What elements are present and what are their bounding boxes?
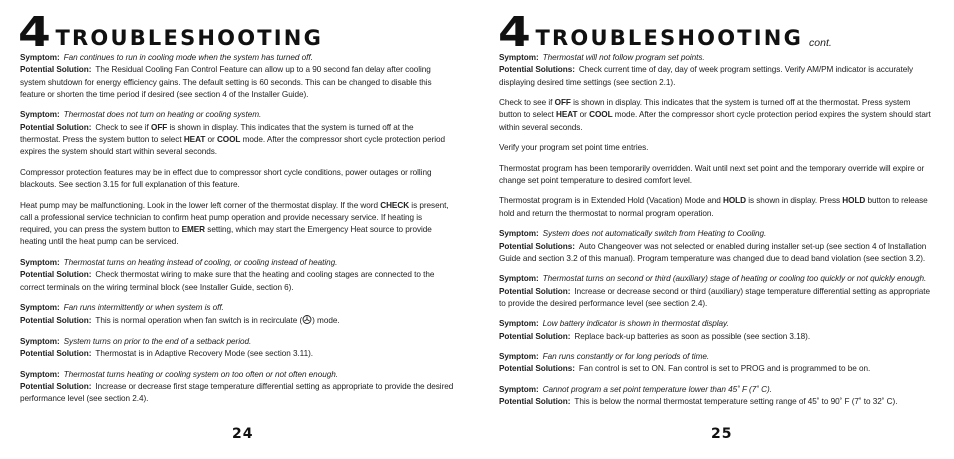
solution-label: Potential Solution:	[499, 397, 571, 407]
body-text: Thermostat program is in Extended Hold (Vacation) Mode and	[499, 196, 723, 206]
entry	[20, 257, 456, 294]
body-text: is shown in display. This indicates that the system is turned off at the thermostat. Press system button to select	[499, 98, 911, 120]
cool-keyword: COOL	[589, 110, 613, 120]
body-text: or	[577, 110, 590, 120]
symptom-text: Cannot program a set point temperature lower than 45˚ F (7˚ C).	[542, 384, 772, 394]
body-text: mode. After the compressor short cycle protection period expires the system should start within several seconds.	[499, 110, 931, 132]
body-text: setting, which may start the Emergency Heat source to provide heating until the heat pump can be serviced.	[20, 225, 432, 247]
solution-label: Potential Solutions:	[499, 364, 575, 374]
emer-keyword: EMER	[181, 225, 206, 235]
solution-text: Auto Changeover was not selected or enabled during installer set-up (see section 4 of Installation Guide and section 3.2 of this manual). Program temperature was changed due to dead band violation (see section 3.2).	[499, 241, 927, 263]
off-keyword: OFF	[554, 98, 571, 108]
page-number: 25	[711, 426, 733, 442]
solution-label: Potential Solutions:	[499, 65, 575, 75]
solution-label: Potential Solutions:	[499, 241, 575, 251]
symptom-text: Thermostat turns on second or third (auxiliary) stage of heating or cooling too quickly or not quickly enough.	[542, 274, 927, 284]
body-text: Check to see if	[499, 98, 555, 108]
symptom-text: Thermostat turns heating or cooling system on too often or not often enough.	[63, 369, 338, 379]
entry	[20, 109, 456, 158]
paragraph	[20, 200, 456, 249]
hold-keyword: HOLD	[842, 196, 866, 206]
continued-label: cont.	[809, 37, 832, 49]
check-keyword: CHECK	[380, 200, 410, 210]
symptom-label: Symptom:	[499, 53, 539, 62]
chapter-title: TROUBLESHOOTING	[535, 26, 804, 50]
symptom-label: Symptom:	[499, 319, 539, 329]
symptom-label: Symptom:	[20, 302, 60, 312]
paragraph	[499, 195, 935, 220]
solution-text: The Residual Cooling Fan Control Feature can allow up to a 90 second fan delay after cooling system shutdown for energy efficiency gains. The default setting is 60 seconds. This can be changed to disable this feature or shorten the time period if desired (see section 4 of the Installer Guide).	[20, 65, 432, 99]
solution-text: Check to see if	[95, 122, 152, 132]
symptom-label: Symptom:	[20, 369, 60, 379]
paragraph	[499, 97, 935, 134]
symptom-text: Low battery indicator is shown in thermostat display.	[542, 319, 729, 329]
entry	[499, 384, 935, 409]
solution-label: Potential Solution:	[20, 65, 92, 75]
chapter-number: 4	[498, 8, 530, 56]
symptom-text: Thermostat turns on heating instead of cooling, or cooling instead of heating.	[63, 257, 338, 267]
entry	[20, 52, 456, 101]
body-paragraph: Thermostat program has been temporarily overridden. Wait until next set point and the temporary override will expire or change set point temperature to desired comfort level.	[499, 163, 925, 185]
solution-label: Potential Solution:	[20, 349, 92, 359]
solution-text: Replace back-up batteries as soon as possible (see section 3.18).	[574, 331, 811, 341]
entry	[499, 273, 935, 310]
page-heading	[18, 8, 324, 56]
paragraph	[20, 167, 456, 192]
page-number: 24	[232, 426, 254, 442]
cool-keyword: COOL	[216, 134, 241, 144]
body-text: button to release hold and return the thermostat to normal program operation.	[499, 196, 928, 218]
chapter-number: 4	[18, 8, 50, 56]
heat-keyword: HEAT	[555, 110, 578, 120]
body-paragraph: Compressor protection features may be in effect due to compressor short cycle conditions, power outages or rolling blackouts. See section 3.15 for full explanation of this feature.	[20, 167, 432, 190]
solution-text: Fan control is set to ON. Fan control is set to PROG and is programmed to be on.	[578, 364, 871, 374]
body-paragraph: Verify your program set point time entries.	[499, 143, 649, 153]
solution-text: Check current time of day, day of week program settings. Verify AM/PM indicator is accurately displaying desired time settings (see section 2.1).	[499, 65, 914, 87]
solution-text: Increase or decrease second or third (auxiliary) stage temperature differential setting as appropriate to provide the desired performance level (see section 2.4).	[499, 286, 931, 308]
symptom-label: Symptom:	[499, 352, 539, 362]
solution-label: Potential Solution:	[20, 270, 92, 280]
entry	[20, 302, 456, 328]
troubleshooting-list	[20, 52, 456, 414]
solution-label: Potential Solution:	[499, 286, 571, 296]
body-text: Heat pump may be malfunctioning. Look in the lower left corner of the thermostat display. If the word	[20, 200, 381, 210]
solution-label: Potential Solution:	[20, 122, 92, 132]
symptom-label: Symptom:	[499, 229, 539, 239]
paragraph	[499, 142, 935, 154]
symptom-text: Thermostat does not turn on heating or cooling system.	[63, 110, 262, 120]
page-heading	[498, 8, 832, 56]
solution-text: Check thermostat wiring to make sure that the heating and cooling stages are connected to the correct terminals on the wiring terminal block (see Installer Guide, section 6).	[20, 270, 435, 292]
entry	[499, 228, 935, 265]
hold-keyword: HOLD	[723, 196, 746, 206]
solution-text: mode. After the compressor short cycle protection period expires the system should start within several seconds.	[20, 134, 446, 157]
entry	[20, 336, 456, 361]
paragraph	[499, 163, 935, 188]
solution-label: Potential Solution:	[20, 381, 92, 391]
symptom-text: System turns on prior to the end of a setback period.	[63, 336, 252, 346]
symptom-label: Symptom:	[20, 336, 60, 346]
symptom-label: Symptom:	[20, 257, 60, 267]
symptom-label: Symptom:	[20, 110, 60, 120]
solution-label: Potential Solution:	[20, 316, 92, 326]
symptom-label: Symptom:	[499, 384, 539, 394]
solution-text: This is normal operation when fan switch is in recirculate (	[95, 316, 303, 326]
body-text: is shown in display. Press	[746, 196, 843, 206]
solution-text: This is below the normal thermostat temperature setting range of 45˚ to 90˚ F (7˚ to 32˚ C).	[574, 397, 898, 407]
entry	[499, 52, 935, 89]
symptom-label: Symptom:	[499, 274, 539, 284]
solution-label: Potential Solution:	[499, 331, 571, 341]
chapter-title: TROUBLESHOOTING	[55, 26, 324, 50]
solution-text: is shown in display. This indicates that the system is turned off at the thermostat. Press the system button to select	[20, 122, 414, 144]
entry	[20, 369, 456, 406]
symptom-text: Fan continues to run in cooling mode when the system has turned off.	[63, 53, 313, 62]
entry	[499, 318, 935, 343]
symptom-label: Symptom:	[20, 53, 60, 62]
solution-text: Thermostat is in Adaptive Recovery Mode (see section 3.11).	[95, 349, 313, 359]
solution-text: or	[205, 134, 217, 144]
symptom-text: System does not automatically switch from Heating to Cooling.	[542, 229, 767, 239]
symptom-text: Thermostat will not follow program set points.	[542, 53, 705, 62]
heat-keyword: HEAT	[183, 134, 206, 144]
symptom-text: Fan runs constantly or for long periods of time.	[542, 352, 710, 362]
body-text: is present, call a professional service technician to confirm heat pump operation and provide necessary service. If heating is required, you can press the system button to	[20, 200, 449, 235]
symptom-text: Fan runs intermittently or when system is off.	[63, 302, 224, 312]
off-keyword: OFF	[151, 122, 168, 132]
entry	[499, 351, 935, 376]
solution-text: ) mode.	[312, 316, 340, 326]
solution-text: Increase or decrease first stage temperature differential setting as appropriate to provide the desired performance level (see section 2.4).	[20, 381, 454, 404]
fan-recirculate-icon	[302, 315, 312, 325]
troubleshooting-list	[499, 52, 935, 417]
right-page	[477, 0, 954, 459]
